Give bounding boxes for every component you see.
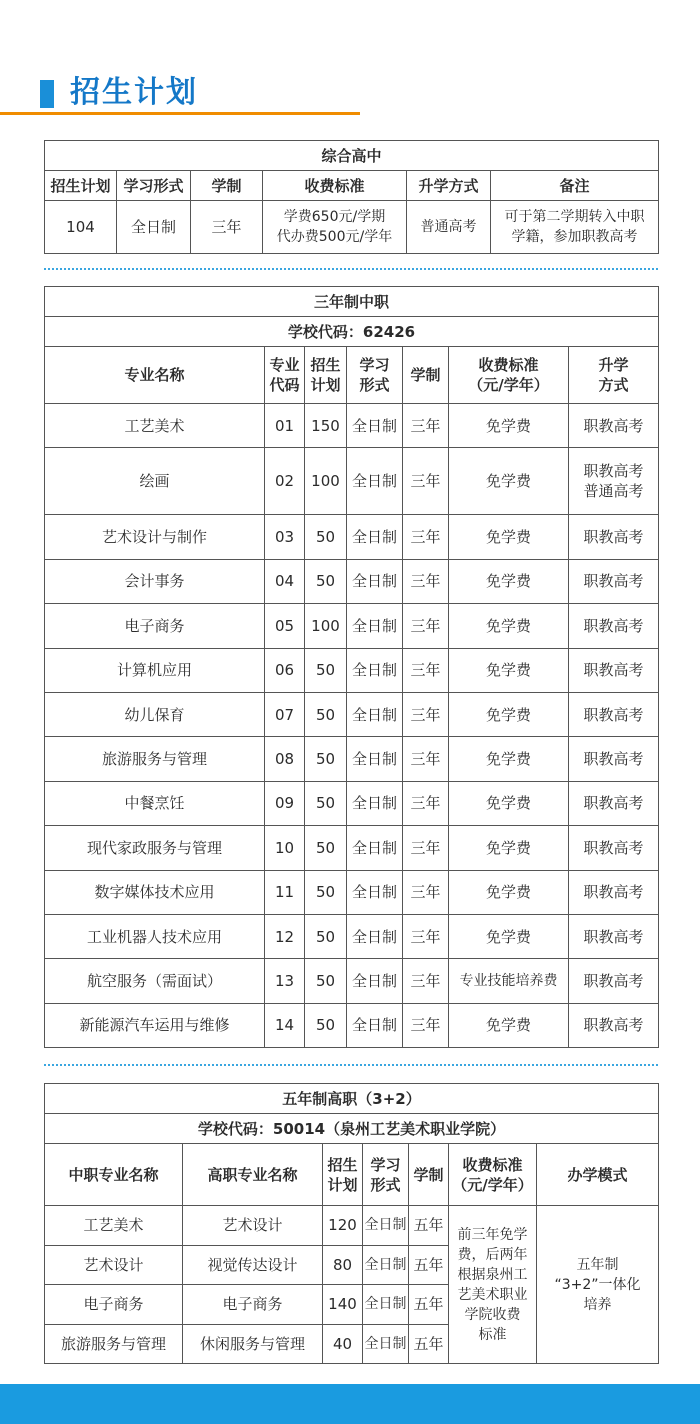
- cell-path: [569, 781, 659, 825]
- header-line: 代码: [269, 376, 300, 394]
- cell-form: 全日制: [347, 604, 403, 648]
- path-line: 职教高考: [583, 528, 644, 547]
- cell-fee: 免学费: [449, 404, 569, 448]
- header-fee: [449, 1144, 537, 1206]
- cell-note: [491, 201, 659, 254]
- cell-path: [569, 959, 659, 1003]
- five-year-higher-vocational-table: [44, 1083, 659, 1364]
- cell-major: 艺术设计与制作: [45, 515, 265, 559]
- table1-caption: 综合高中: [45, 141, 659, 171]
- cell-code: 04: [265, 559, 305, 603]
- fee-line: 根据泉州工: [457, 1266, 528, 1283]
- header-form: [363, 1144, 409, 1206]
- header-line: （元/学年）: [468, 376, 549, 394]
- cell-form: 全日制: [117, 201, 191, 254]
- cell-plan: 40: [323, 1324, 363, 1364]
- cell-form: 全日制: [347, 826, 403, 870]
- cell-path: [569, 515, 659, 559]
- path-line: 职教高考: [583, 661, 644, 680]
- cell-form: 全日制: [347, 737, 403, 781]
- mode-line: 培养: [583, 1296, 612, 1313]
- path-line: 职教高考: [583, 1016, 644, 1035]
- path-line: 职教高考: [583, 462, 644, 481]
- cell-path: [569, 604, 659, 648]
- cell-years: 三年: [403, 781, 449, 825]
- cell-fee: 免学费: [449, 448, 569, 515]
- header-years: 学制: [403, 347, 449, 404]
- cell-major: 旅游服务与管理: [45, 737, 265, 781]
- cell-form: 全日制: [363, 1324, 409, 1364]
- cell-plan: 50: [305, 781, 347, 825]
- cell-path: [569, 1003, 659, 1047]
- cell-high-major: 电子商务: [183, 1285, 323, 1325]
- section-header: [0, 72, 700, 118]
- cell-path: [569, 559, 659, 603]
- cell-fee: 免学费: [449, 559, 569, 603]
- cell-form: 全日制: [347, 870, 403, 914]
- cell-major: 中餐烹饪: [45, 781, 265, 825]
- note-line: 学籍，参加职教高考: [511, 229, 638, 245]
- cell-form: 全日制: [347, 959, 403, 1003]
- cell-code: 11: [265, 870, 305, 914]
- path-line: 职教高考: [583, 838, 644, 857]
- cell-major: 绘画: [45, 448, 265, 515]
- cell-code: 06: [265, 648, 305, 692]
- cell-years: 三年: [191, 201, 263, 254]
- cell-fee: 免学费: [449, 826, 569, 870]
- cell-major: 数字媒体技术应用: [45, 870, 265, 914]
- header-path: [569, 347, 659, 404]
- header-path: 升学方式: [407, 171, 491, 201]
- table2-school-code: 学校代码：62426: [45, 317, 659, 347]
- table-row: [45, 781, 659, 825]
- header-line: 收费标准: [478, 356, 539, 374]
- header-line: 形式: [359, 376, 390, 394]
- cell-plan: 50: [305, 692, 347, 736]
- cell-plan: 50: [305, 826, 347, 870]
- cell-plan: 50: [305, 914, 347, 958]
- cell-high-major: 休闲服务与管理: [183, 1324, 323, 1364]
- cell-mid-major: 电子商务: [45, 1285, 183, 1325]
- cell-path: 普通高考: [407, 201, 491, 254]
- cell-plan: 50: [305, 559, 347, 603]
- cell-major: 现代家政服务与管理: [45, 826, 265, 870]
- cell-code: 13: [265, 959, 305, 1003]
- cell-plan: 120: [323, 1206, 363, 1246]
- header-note: 备注: [491, 171, 659, 201]
- table-row: [45, 870, 659, 914]
- cell-form: 全日制: [347, 448, 403, 515]
- table-row: [45, 404, 659, 448]
- header-plan: [305, 347, 347, 404]
- fee-line: 学费650元/学期: [283, 209, 386, 225]
- cell-form: 全日制: [347, 559, 403, 603]
- cell-form: 全日制: [347, 914, 403, 958]
- table-row: [45, 448, 659, 515]
- table2-caption: 三年制中职: [45, 287, 659, 317]
- cell-form: 全日制: [363, 1245, 409, 1285]
- path-line: 职教高考: [583, 750, 644, 769]
- cell-years: 三年: [403, 692, 449, 736]
- cell-path: [569, 914, 659, 958]
- cell-major: 工业机器人技术应用: [45, 914, 265, 958]
- table-row: [45, 959, 659, 1003]
- header-line: 方式: [598, 376, 629, 394]
- header-code: [265, 347, 305, 404]
- cell-years: 五年: [409, 1285, 449, 1325]
- cell-path: [569, 826, 659, 870]
- cell-plan: 104: [45, 201, 117, 254]
- path-line: 职教高考: [583, 416, 644, 435]
- table-row: [45, 201, 659, 254]
- section-title: 招生计划: [70, 75, 198, 110]
- title-underline: [0, 112, 360, 115]
- header-high-major: 高职专业名称: [183, 1144, 323, 1206]
- header-line: 计划: [310, 376, 341, 394]
- footer-band: [0, 1384, 700, 1424]
- cell-major: 电子商务: [45, 604, 265, 648]
- path-line: 职教高考: [583, 705, 644, 724]
- title-accent-bar: [40, 80, 54, 108]
- fee-line: 学院收费: [464, 1306, 521, 1323]
- fee-line: 代办费500元/学年: [276, 229, 393, 245]
- table-row: [45, 1206, 659, 1246]
- cell-high-major: 视觉传达设计: [183, 1245, 323, 1285]
- cell-years: 三年: [403, 604, 449, 648]
- cell-years: 五年: [409, 1324, 449, 1364]
- cell-code: 01: [265, 404, 305, 448]
- header-line: 学习: [370, 1155, 401, 1174]
- cell-years: 五年: [409, 1206, 449, 1246]
- header-line: 专业: [269, 356, 300, 374]
- cell-years: 三年: [403, 1003, 449, 1047]
- path-line: 职教高考: [583, 927, 644, 946]
- cell-plan: 50: [305, 870, 347, 914]
- cell-form: 全日制: [363, 1285, 409, 1325]
- cell-form: 全日制: [347, 515, 403, 559]
- cell-plan: 50: [305, 515, 347, 559]
- cell-years: 三年: [403, 404, 449, 448]
- cell-high-major: 艺术设计: [183, 1206, 323, 1246]
- path-line: 职教高考: [583, 616, 644, 635]
- cell-plan: 50: [305, 959, 347, 1003]
- cell-plan: 50: [305, 737, 347, 781]
- cell-fee: 免学费: [449, 781, 569, 825]
- cell-fee: 免学费: [449, 692, 569, 736]
- mode-line: “3+2”一体化: [554, 1276, 641, 1293]
- header-major: 专业名称: [45, 347, 265, 404]
- cell-code: 03: [265, 515, 305, 559]
- header-form: 学习形式: [117, 171, 191, 201]
- table-row: [45, 648, 659, 692]
- fee-line: 标准: [478, 1326, 507, 1343]
- cell-path: [569, 404, 659, 448]
- cell-code: 07: [265, 692, 305, 736]
- cell-plan: 100: [305, 604, 347, 648]
- dotted-divider: [44, 268, 658, 270]
- cell-years: 三年: [403, 914, 449, 958]
- table-row: [45, 737, 659, 781]
- cell-path: [569, 870, 659, 914]
- cell-plan: 80: [323, 1245, 363, 1285]
- path-line: 职教高考: [583, 794, 644, 813]
- table-row: [45, 559, 659, 603]
- cell-years: 五年: [409, 1245, 449, 1285]
- cell-form: 全日制: [347, 781, 403, 825]
- cell-years: 三年: [403, 870, 449, 914]
- header-line: （元/学年）: [452, 1175, 533, 1194]
- header-line: 收费标准: [462, 1155, 523, 1174]
- cell-fee: 免学费: [449, 604, 569, 648]
- cell-years: 三年: [403, 737, 449, 781]
- table-row: [45, 826, 659, 870]
- table-row: [45, 1003, 659, 1047]
- path-line: 职教高考: [583, 572, 644, 591]
- header-form: [347, 347, 403, 404]
- cell-form: 全日制: [363, 1206, 409, 1246]
- cell-mid-major: 工艺美术: [45, 1206, 183, 1246]
- table-row: [45, 515, 659, 559]
- cell-plan: 50: [305, 648, 347, 692]
- cell-major: 幼儿保育: [45, 692, 265, 736]
- cell-fee-merged: [449, 1206, 537, 1364]
- cell-plan: 100: [305, 448, 347, 515]
- cell-years: 三年: [403, 826, 449, 870]
- cell-fee: 专业技能培养费: [449, 959, 569, 1003]
- header-years: 学制: [409, 1144, 449, 1206]
- cell-plan: 150: [305, 404, 347, 448]
- cell-fee: 免学费: [449, 648, 569, 692]
- cell-years: 三年: [403, 515, 449, 559]
- note-line: 可于第二学期转入中职: [504, 209, 645, 225]
- mode-line: 五年制: [576, 1256, 619, 1273]
- cell-form: 全日制: [347, 1003, 403, 1047]
- header-line: 计划: [327, 1175, 358, 1194]
- table-row: [45, 692, 659, 736]
- cell-path: [569, 692, 659, 736]
- header-mode: 办学模式: [537, 1144, 659, 1206]
- cell-years: 三年: [403, 648, 449, 692]
- cell-mid-major: 艺术设计: [45, 1245, 183, 1285]
- fee-line: 费，后两年: [457, 1246, 528, 1263]
- header-line: 学习: [359, 356, 390, 374]
- table-row: [45, 914, 659, 958]
- cell-code: 05: [265, 604, 305, 648]
- cell-form: 全日制: [347, 692, 403, 736]
- three-year-vocational-table: [44, 286, 659, 1048]
- table3-school-code: 学校代码：50014（泉州工艺美术职业学院）: [45, 1114, 659, 1144]
- header-line: 升学: [598, 356, 629, 374]
- cell-major: 计算机应用: [45, 648, 265, 692]
- cell-code: 08: [265, 737, 305, 781]
- cell-mid-major: 旅游服务与管理: [45, 1324, 183, 1364]
- header-mid-major: 中职专业名称: [45, 1144, 183, 1206]
- cell-major: 航空服务（需面试）: [45, 959, 265, 1003]
- path-line: 职教高考: [583, 971, 644, 990]
- fee-line: 前三年免学: [457, 1226, 528, 1243]
- cell-path: [569, 737, 659, 781]
- table-row: [45, 604, 659, 648]
- dotted-divider: [44, 1064, 658, 1066]
- cell-major: 新能源汽车运用与维修: [45, 1003, 265, 1047]
- cell-path: [569, 448, 659, 515]
- cell-fee: 免学费: [449, 737, 569, 781]
- header-plan: 招生计划: [45, 171, 117, 201]
- cell-code: 02: [265, 448, 305, 515]
- cell-major: 工艺美术: [45, 404, 265, 448]
- comprehensive-high-school-table: [44, 140, 659, 254]
- cell-years: 三年: [403, 448, 449, 515]
- cell-code: 10: [265, 826, 305, 870]
- header-years: 学制: [191, 171, 263, 201]
- header-fee: [449, 347, 569, 404]
- cell-fee: 免学费: [449, 870, 569, 914]
- cell-code: 12: [265, 914, 305, 958]
- cell-years: 三年: [403, 559, 449, 603]
- table3-caption: 五年制高职（3+2）: [45, 1084, 659, 1114]
- path-line: 普通高考: [583, 482, 644, 501]
- cell-fee: 免学费: [449, 914, 569, 958]
- path-line: 职教高考: [583, 883, 644, 902]
- cell-mode-merged: [537, 1206, 659, 1364]
- cell-form: 全日制: [347, 404, 403, 448]
- cell-years: 三年: [403, 959, 449, 1003]
- cell-plan: 140: [323, 1285, 363, 1325]
- header-fee: 收费标准: [263, 171, 407, 201]
- fee-line: 艺美术职业: [457, 1286, 528, 1303]
- cell-fee: 免学费: [449, 515, 569, 559]
- cell-major: 会计事务: [45, 559, 265, 603]
- cell-fee: [263, 201, 407, 254]
- header-line: 招生: [310, 356, 341, 374]
- cell-path: [569, 648, 659, 692]
- header-line: 形式: [370, 1175, 401, 1194]
- header-line: 招生: [327, 1155, 358, 1174]
- cell-form: 全日制: [347, 648, 403, 692]
- cell-code: 14: [265, 1003, 305, 1047]
- cell-code: 09: [265, 781, 305, 825]
- cell-fee: 免学费: [449, 1003, 569, 1047]
- cell-plan: 50: [305, 1003, 347, 1047]
- header-plan: [323, 1144, 363, 1206]
